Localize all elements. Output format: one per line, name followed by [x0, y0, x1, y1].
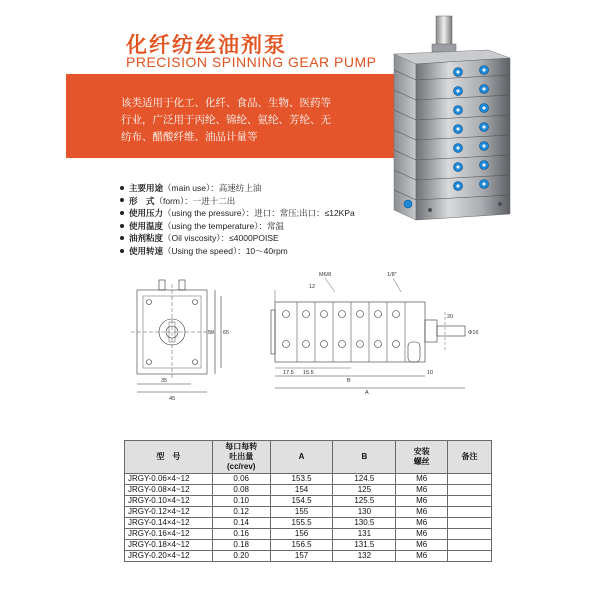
- cell-note: [448, 474, 492, 485]
- cell-a: 155.5: [270, 518, 333, 529]
- cell-b: 131.5: [333, 540, 396, 551]
- cell-displacement: 0.08: [212, 485, 270, 496]
- table-row: [125, 507, 492, 518]
- spec-item: 使用温度（using the temperature）：常温: [120, 220, 355, 233]
- table-row: [125, 485, 492, 496]
- side-view-dims: [283, 272, 479, 396]
- cell-note: [448, 518, 492, 529]
- intro-line: 该类适用于化工、化纤、食品、生物、医药等: [121, 97, 331, 109]
- cell-a: 154.5: [270, 496, 333, 507]
- cell-model: JRGY-0.12×4~12: [125, 507, 213, 518]
- cell-screw: M6: [396, 485, 448, 496]
- dim-label: 15.5: [303, 370, 314, 376]
- table-row: [125, 496, 492, 507]
- dim-label: 35: [161, 378, 168, 384]
- dim-label: 1/8": [387, 272, 397, 278]
- col-header-displacement: 每口每转 吐出量 (cc/rev): [212, 441, 270, 474]
- table-row: [125, 474, 492, 485]
- cell-screw: M6: [396, 551, 448, 562]
- cell-screw: M6: [396, 496, 448, 507]
- cell-model: JRGY-0.10×4~12: [125, 496, 213, 507]
- cell-note: [448, 507, 492, 518]
- col-header-b: B: [333, 441, 396, 474]
- cell-screw: M6: [396, 507, 448, 518]
- cell-screw: M6: [396, 529, 448, 540]
- cell-a: 154: [270, 485, 333, 496]
- table-header-row: [125, 441, 492, 474]
- cell-b: 124.5: [333, 474, 396, 485]
- cell-displacement: 0.12: [212, 507, 270, 518]
- intro-text: [121, 95, 401, 146]
- dim-label: 20: [447, 314, 454, 320]
- table-row: [125, 551, 492, 562]
- cell-note: [448, 485, 492, 496]
- front-view: [131, 280, 221, 392]
- table-row: [125, 529, 492, 540]
- cell-displacement: 0.20: [212, 551, 270, 562]
- page-subtitle: PRECISION SPINNING GEAR PUMP: [126, 54, 377, 70]
- cell-model: JRGY-0.06×4~12: [125, 474, 213, 485]
- cell-a: 156.5: [270, 540, 333, 551]
- cell-screw: M6: [396, 474, 448, 485]
- dim-label: B: [347, 378, 351, 384]
- cell-b: 131: [333, 529, 396, 540]
- cell-displacement: 0.10: [212, 496, 270, 507]
- cell-displacement: 0.06: [212, 474, 270, 485]
- cell-model: JRGY-0.20×4~12: [125, 551, 213, 562]
- page-title: 化纤纺丝油剂泵: [126, 34, 287, 57]
- cell-model: JRGY-0.16×4~12: [125, 529, 213, 540]
- cell-note: [448, 529, 492, 540]
- spec-item: 使用转速（Using the speed）：10～40rpm: [120, 245, 355, 258]
- cell-b: 130.5: [333, 518, 396, 529]
- spec-list: [120, 182, 355, 258]
- intro-line: 行业，广泛用于丙纶、锦纶、氨纶、芳纶、无: [121, 114, 331, 126]
- col-header-screw: 安装 螺丝: [396, 441, 448, 474]
- spec-item: 油剂粘度（Oil viscosity）：≤4000POISE: [120, 232, 355, 245]
- table-row: [125, 540, 492, 551]
- dim-label: 45: [169, 396, 176, 402]
- technical-drawing: [125, 262, 495, 412]
- dim-label: M6/8: [319, 272, 332, 278]
- side-view: [271, 278, 465, 388]
- table-row: [125, 518, 492, 529]
- cell-b: 132: [333, 551, 396, 562]
- cell-b: 130: [333, 507, 396, 518]
- cell-a: 157: [270, 551, 333, 562]
- dim-label: A: [365, 390, 369, 396]
- cell-screw: M6: [396, 518, 448, 529]
- dim-label: 65: [223, 330, 230, 336]
- cell-displacement: 0.14: [212, 518, 270, 529]
- cell-displacement: 0.16: [212, 529, 270, 540]
- cell-note: [448, 496, 492, 507]
- cell-model: JRGY-0.08×4~12: [125, 485, 213, 496]
- col-header-a: A: [270, 441, 333, 474]
- cell-note: [448, 540, 492, 551]
- dim-label: 12: [309, 284, 316, 290]
- dim-label: 17.5: [283, 370, 294, 376]
- spec-item: 主要用途（main use）：高速纺上油: [120, 182, 355, 195]
- cell-model: JRGY-0.18×4~12: [125, 540, 213, 551]
- cell-b: 125: [333, 485, 396, 496]
- front-view-dims: [161, 330, 229, 402]
- cell-model: JRGY-0.14×4~12: [125, 518, 213, 529]
- intro-line: 纺布、醋酸纤维、油品计量等: [121, 131, 258, 143]
- spec-item: 使用压力（using the pressure）：进口：常压;出口：≤12KPa: [120, 207, 355, 220]
- cell-displacement: 0.18: [212, 540, 270, 551]
- cell-screw: M6: [396, 540, 448, 551]
- cell-b: 125.5: [333, 496, 396, 507]
- cell-note: [448, 551, 492, 562]
- cell-a: 156: [270, 529, 333, 540]
- dim-label: 59: [208, 330, 215, 336]
- model-table: [124, 440, 492, 562]
- cell-a: 153.5: [270, 474, 333, 485]
- spec-item: 形 式（form）：一进十二出: [120, 195, 355, 208]
- col-header-note: 备注: [448, 441, 492, 474]
- cell-a: 155: [270, 507, 333, 518]
- dim-label: 10: [427, 370, 434, 376]
- dim-label: Φ16: [468, 330, 479, 336]
- pump-photo: [388, 14, 514, 224]
- col-header-model: 型 号: [125, 441, 213, 474]
